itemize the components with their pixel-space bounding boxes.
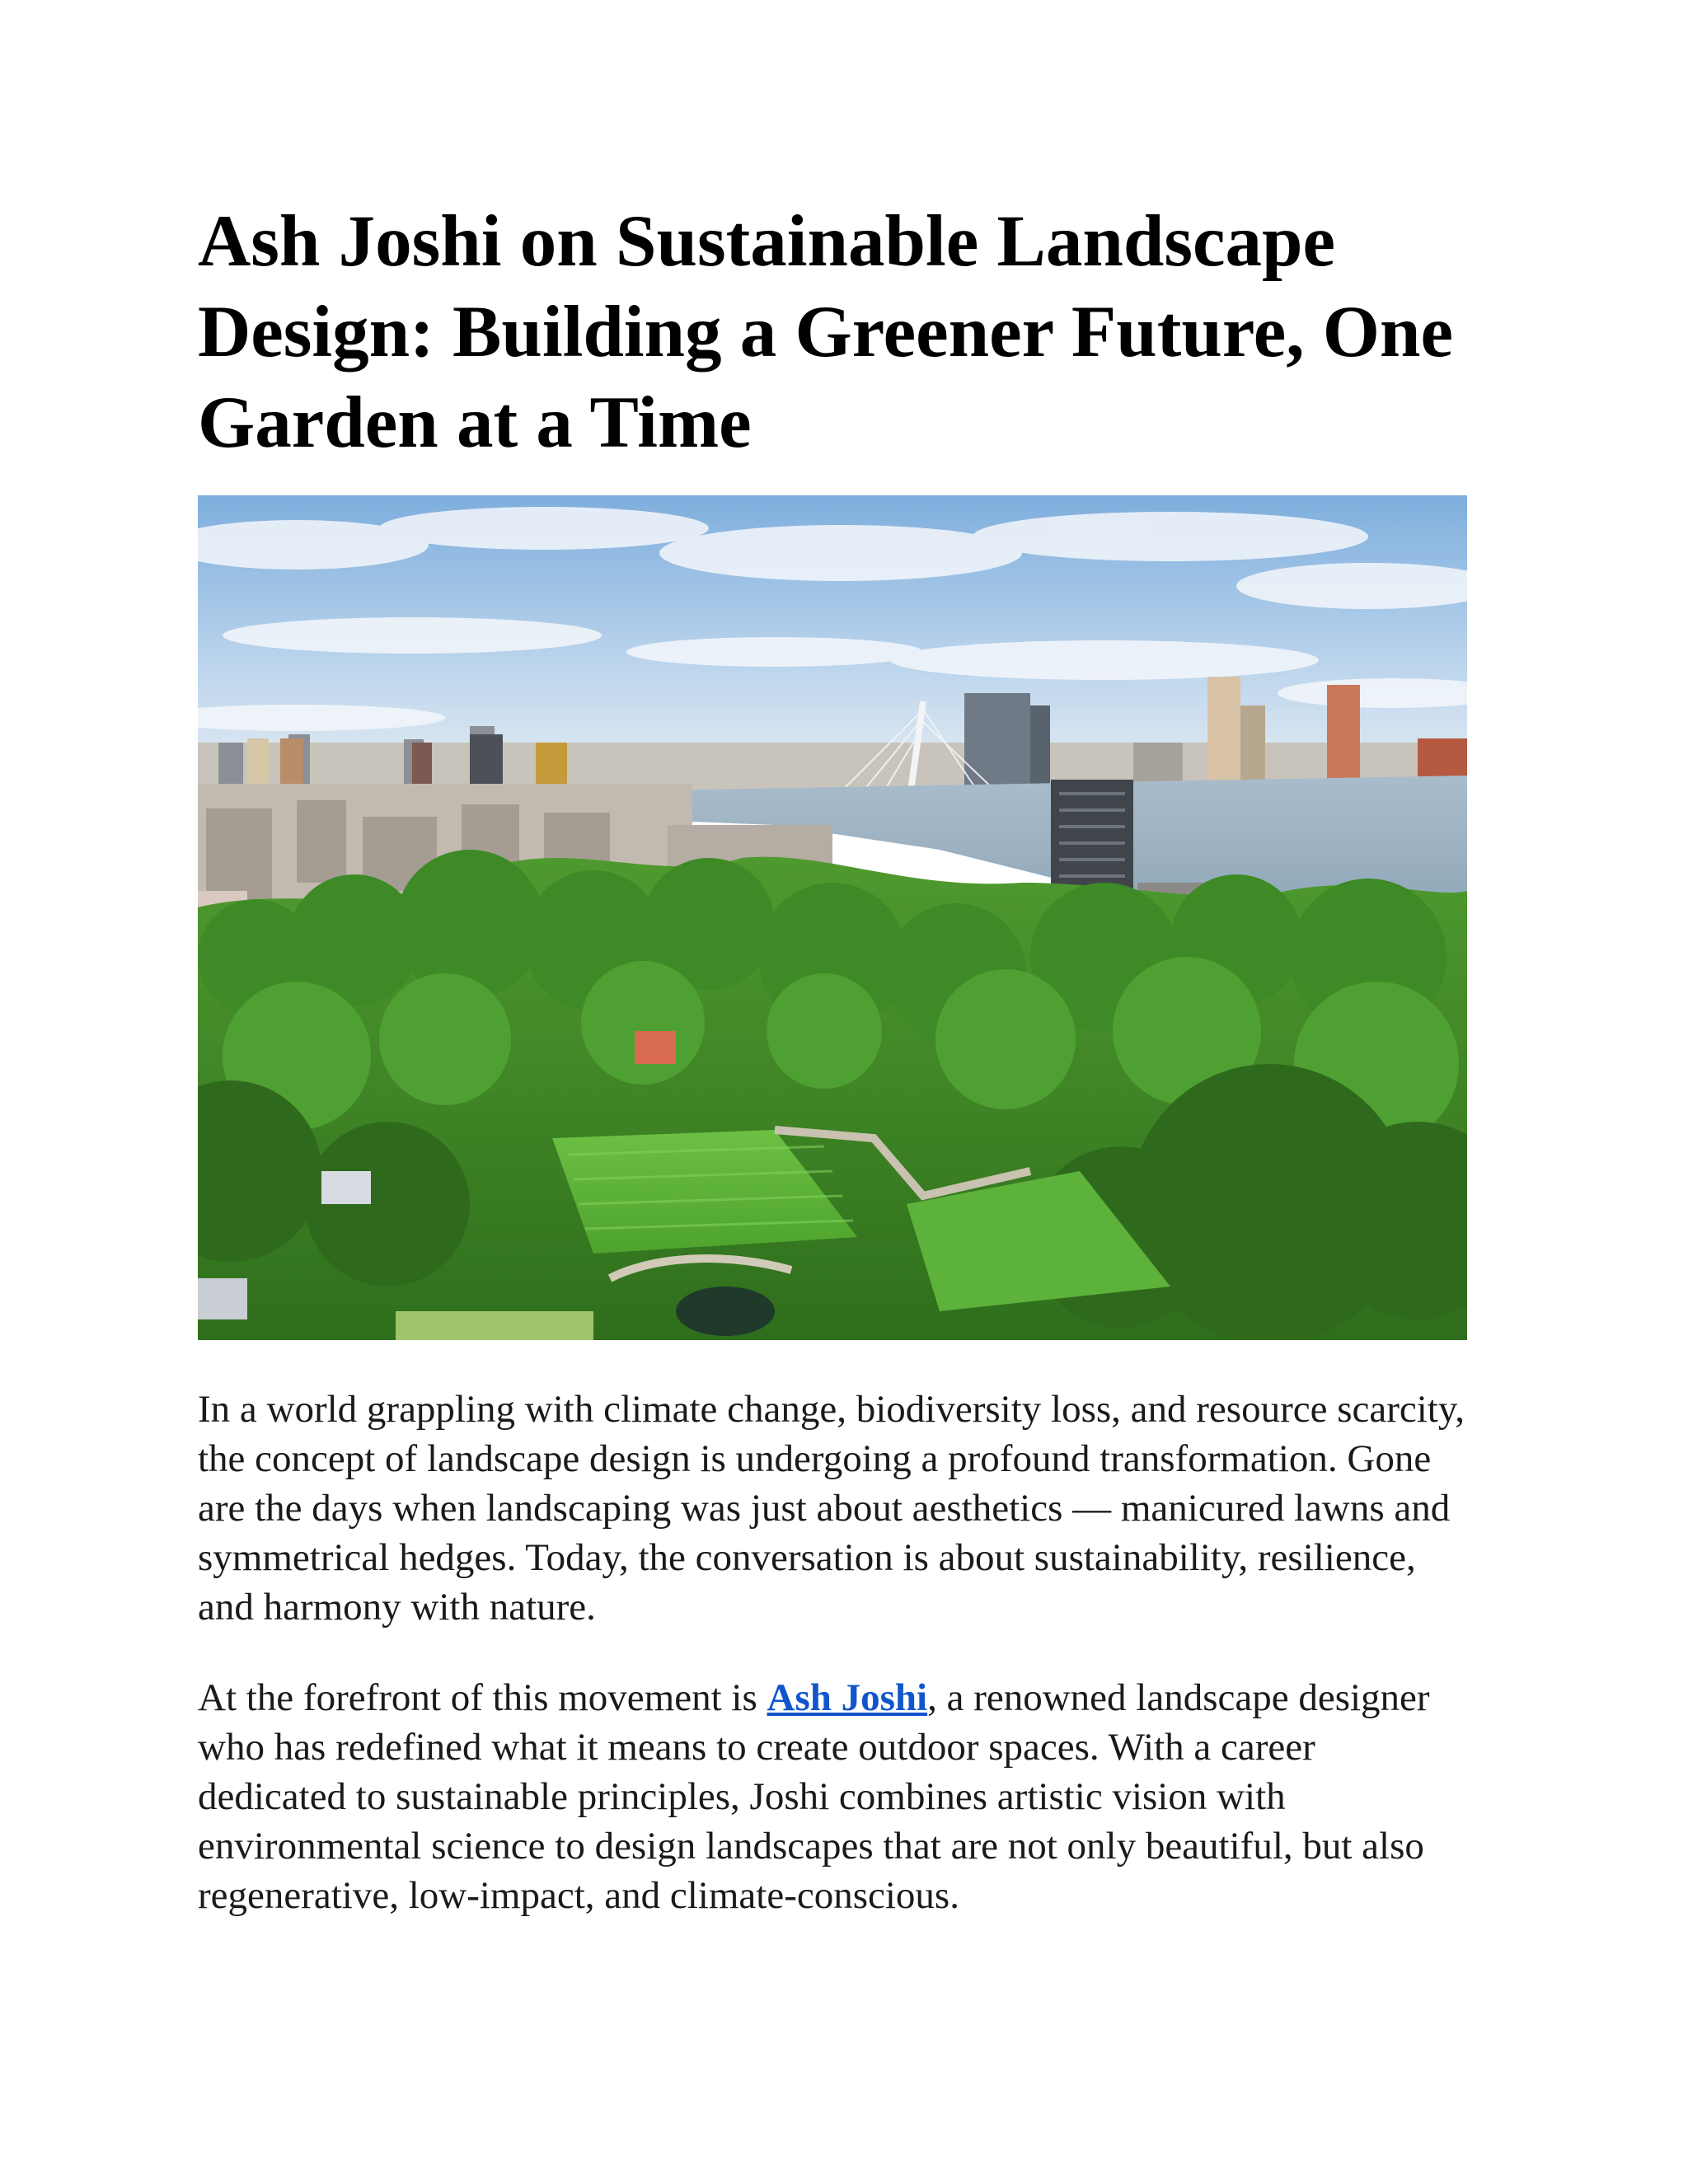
paragraph-text-before: At the forefront of this movement is bbox=[198, 1676, 767, 1719]
paragraph-text-after: , a renowned landscape designer who has redefined what it means to create outdoor spaces. With a career dedicated to sustainable principles, Joshi combines artistic vision with environmental science to design landscapes that are not only beautiful, but also regenerative, low-impact, and climate-conscious. bbox=[198, 1676, 1430, 1917]
intro-paragraph: In a world grappling with climate change, biodiversity loss, and resource scarcity, the concept of landscape design is undergoing a profound transformation. Gone are the days when landscaping was just about aesthetics — manicured lawns and symmetrical hedges. Today, the conversation is about sustainability, resilience, and harmony with nature. bbox=[198, 1388, 1465, 1629]
article-title: Ash Joshi on Sustainable Landscape Design: Building a Greener Future, One Garden at a Time bbox=[198, 201, 1453, 463]
joshi-paragraph bbox=[198, 1673, 1467, 1920]
ash-joshi-link[interactable]: Ash Joshi bbox=[767, 1676, 928, 1719]
hero-image bbox=[198, 495, 1467, 1340]
